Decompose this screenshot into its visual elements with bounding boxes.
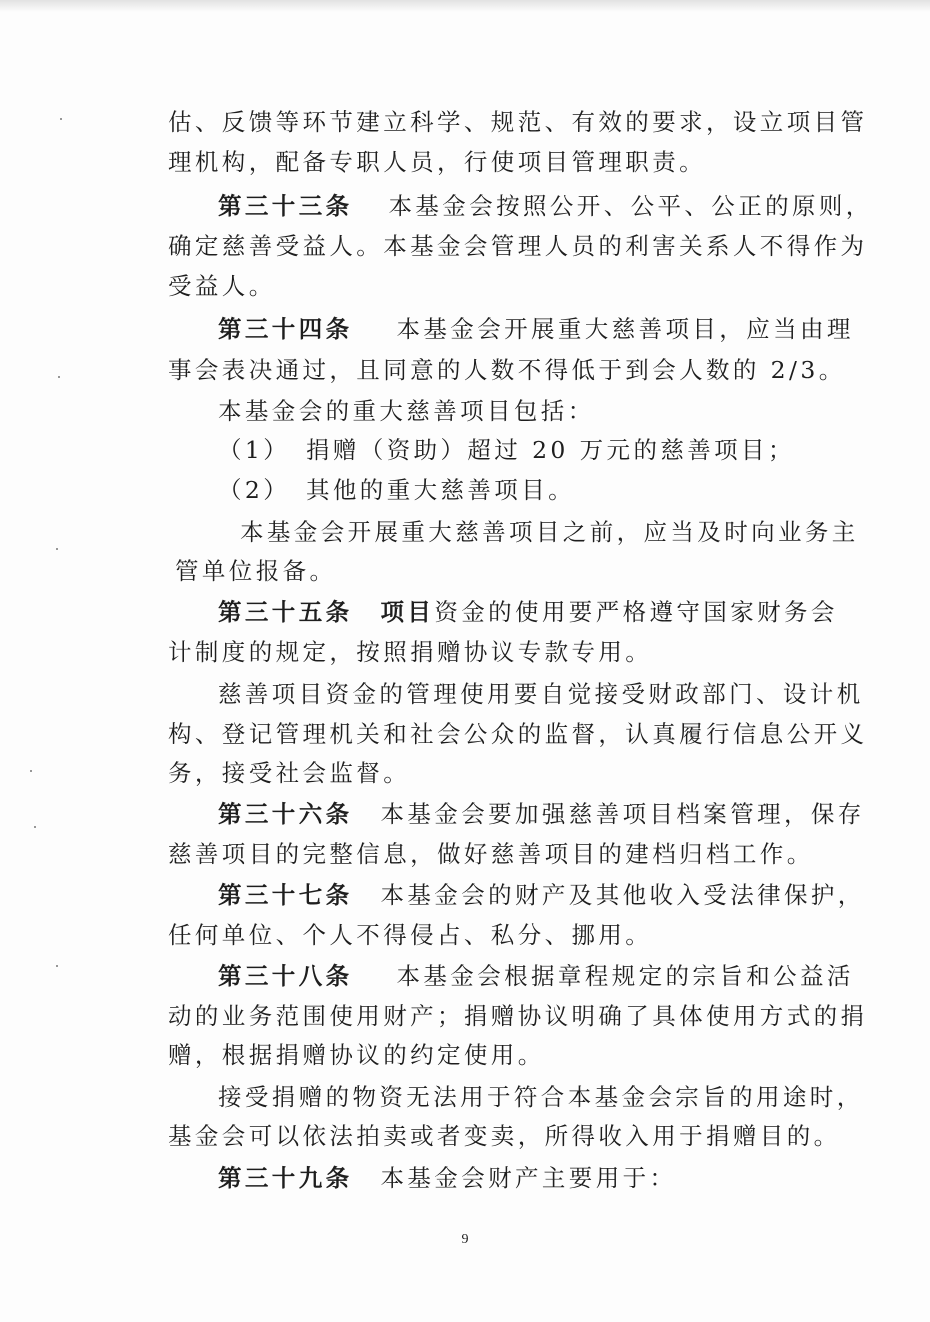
article-38-line <box>218 958 854 994</box>
text-line: 慈善项目资金的管理使用要自觉接受财政部门、设计机 <box>218 680 864 708</box>
article-heading: 第三十九条 <box>218 1164 353 1192</box>
text-line: 本基金会的重大慈善项目包括： <box>218 397 595 425</box>
article-bold-text: 项目 <box>380 598 435 626</box>
article-heading: 第三十七条 <box>218 881 353 909</box>
scan-speck <box>60 118 62 120</box>
article-36-line <box>218 796 865 832</box>
text-line: 赠，根据捐赠协议的约定使用。 <box>168 1041 545 1069</box>
article-text: 本基金会开展重大慈善项目，应当由理 <box>396 315 854 343</box>
article-35-line <box>218 594 838 630</box>
scan-speck <box>58 376 60 378</box>
article-33-line <box>218 188 873 224</box>
text-line: 任何单位、个人不得侵占、私分、挪用。 <box>168 921 653 949</box>
text-line: 确定慈善受益人。本基金会管理人员的利害关系人不得作为 <box>168 232 868 260</box>
text-line: 动的业务范围使用财产；捐赠协议明确了具体使用方式的捐 <box>168 1002 868 1030</box>
article-text: 本基金会的财产及其他收入受法律保护， <box>380 881 865 909</box>
article-heading: 第三十三条 <box>218 192 353 220</box>
article-text: 本基金会根据章程规定的宗旨和公益活 <box>396 962 854 990</box>
list-number: （2） <box>218 476 291 504</box>
scan-speck <box>30 770 32 772</box>
article-37-line <box>218 877 865 913</box>
article-text: 本基金会按照公开、公平、公正的原则， <box>388 192 873 220</box>
article-heading: 第三十八条 <box>218 962 353 990</box>
text-line: 慈善项目的完整信息，做好慈善项目的建档归档工作。 <box>168 840 814 868</box>
article-text: 资金的使用要严格遵守国家财务会 <box>434 598 838 626</box>
scan-speck <box>34 826 36 828</box>
text-line: 受益人。 <box>168 272 276 300</box>
text-line: 估、反馈等环节建立科学、规范、有效的要求，设立项目管 <box>168 108 868 136</box>
text-line: 管单位报备。 <box>175 557 337 585</box>
list-item-2 <box>218 472 800 508</box>
text-line: 务，接受社会监督。 <box>168 759 411 787</box>
article-34-line <box>218 311 854 347</box>
text-line: 事会表决通过，且同意的人数不得低于到会人数的 2/3。 <box>168 356 846 384</box>
article-text: 本基金会要加强慈善项目档案管理，保存 <box>380 800 865 828</box>
article-heading: 第三十五条 <box>218 598 353 626</box>
article-text: 本基金会财产主要用于： <box>380 1164 677 1192</box>
text-line: 本基金会开展重大慈善项目之前，应当及时向业务主 <box>240 518 859 546</box>
text-line: 理机构，配备专职人员，行使项目管理职责。 <box>168 148 706 176</box>
scan-speck <box>56 965 58 967</box>
article-39-line <box>218 1160 800 1196</box>
list-text: 捐赠（资助）超过 20 万元的慈善项目； <box>306 436 795 464</box>
text-line: 基金会可以依法拍卖或者变卖，所得收入用于捐赠目的。 <box>168 1122 841 1150</box>
list-text: 其他的重大慈善项目。 <box>306 476 575 504</box>
text-line: 计制度的规定，按照捐赠协议专款专用。 <box>168 638 653 666</box>
scan-top-edge <box>0 0 930 12</box>
list-number: （1） <box>218 436 291 464</box>
article-heading: 第三十四条 <box>218 315 353 343</box>
text-line: 构、登记管理机关和社会公众的监督，认真履行信息公开义 <box>168 720 868 748</box>
list-item-1 <box>218 432 800 468</box>
text-line: 接受捐赠的物资无法用于符合本基金会宗旨的用途时， <box>218 1083 864 1111</box>
article-heading: 第三十六条 <box>218 800 353 828</box>
scan-speck <box>56 548 58 550</box>
page-number: 9 <box>461 1232 469 1247</box>
